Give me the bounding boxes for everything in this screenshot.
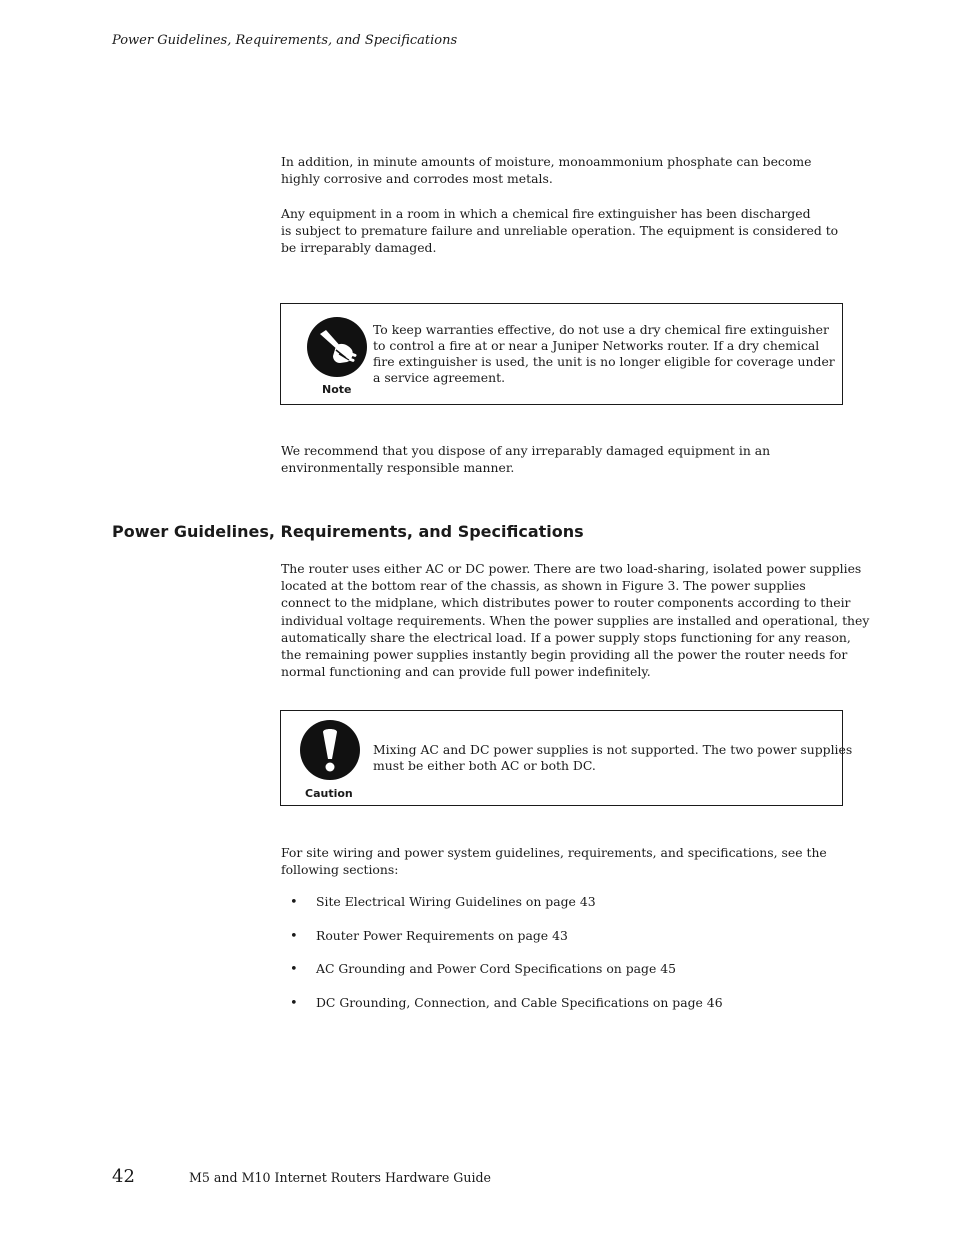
- intro-paragraph-2: [281, 205, 851, 257]
- list-item-text: DC Grounding, Connection, and Cable Specifications on page 46: [316, 994, 723, 1010]
- text-line: highly corrosive and corrodes most metals.: [281, 171, 553, 187]
- text-line: environmentally responsible manner.: [281, 460, 515, 476]
- text-line: The router uses either AC or DC power. There are two load-sharing, isolated power supplies: [281, 561, 862, 576]
- note-box: [280, 303, 843, 405]
- text-line: individual voltage requirements. When the power supplies are installed and operational, they: [281, 612, 870, 628]
- footer-book-title: M5 and M10 Internet Routers Hardware Guide: [189, 1170, 491, 1185]
- text-line: connect to the midplane, which distributes power to router components according to their: [281, 595, 851, 611]
- caution-label: Caution: [305, 787, 353, 800]
- dispose-paragraph: [281, 442, 851, 476]
- text-line: For site wiring and power system guidelines, requirements, and specifications, see the: [281, 845, 827, 860]
- text-line: In addition, in minute amounts of moisture, monoammonium phosphate can become: [281, 154, 812, 169]
- text-line: the remaining power supplies instantly begin providing all the power the router needs for: [281, 647, 848, 663]
- list-item: [290, 993, 723, 1027]
- note-label: Note: [322, 383, 352, 396]
- text-line: a service agreement.: [373, 370, 506, 385]
- text-line: fire extinguisher is used, the unit is no longer eligible for coverage under: [373, 354, 835, 369]
- page-number: 42: [112, 1166, 135, 1187]
- bullet-icon: •: [290, 995, 298, 1011]
- caution-text: [373, 742, 852, 774]
- list-item: [290, 959, 723, 993]
- section-link-list: [290, 892, 723, 1026]
- text-line: located at the bottom rear of the chassis, as shown in Figure 3. The power supplies: [281, 578, 806, 594]
- text-line: Mixing AC and DC power supplies is not supported. The two power supplies: [373, 742, 853, 757]
- text-line: automatically share the electrical load. If a power supply stops functioning for any reason,: [281, 629, 851, 645]
- pointing-hand-icon: [306, 316, 368, 378]
- exclamation-icon: [299, 719, 361, 781]
- text-line: is subject to premature failure and unreliable operation. The equipment is considered to: [281, 223, 839, 239]
- text-line: Any equipment in a room in which a chemical fire extinguisher has been discharged: [281, 206, 811, 221]
- see-also-paragraph: [281, 844, 851, 878]
- list-item-text: Router Power Requirements on page 43: [316, 927, 568, 943]
- intro-paragraph-1: [281, 153, 851, 187]
- running-head: Power Guidelines, Requirements, and Specifications: [112, 33, 458, 48]
- caution-box: [280, 710, 853, 806]
- text-line: following sections:: [281, 862, 399, 878]
- list-item: [290, 926, 723, 960]
- note-text: [373, 322, 835, 386]
- text-line: To keep warranties effective, do not use a dry chemical fire extinguisher: [373, 322, 829, 337]
- text-line: to control a fire at or near a Juniper Networks router. If a dry chemical: [373, 338, 820, 353]
- bullet-icon: •: [290, 928, 298, 944]
- list-item-text: AC Grounding and Power Cord Specifications on page 45: [316, 961, 677, 976]
- section-body: [281, 560, 870, 680]
- list-item: [290, 892, 723, 926]
- bullet-icon: •: [290, 962, 298, 977]
- bullet-icon: •: [290, 895, 298, 910]
- text-line: normal functioning and can provide full power indefinitely.: [281, 664, 651, 680]
- text-line: be irreparably damaged.: [281, 240, 437, 256]
- section-heading: Power Guidelines, Requirements, and Specifications: [112, 522, 584, 541]
- text-line: We recommend that you dispose of any irreparably damaged equipment in an: [281, 443, 771, 458]
- text-line: must be either both AC or both DC.: [373, 758, 596, 773]
- list-item-text: Site Electrical Wiring Guidelines on page 43: [316, 894, 596, 909]
